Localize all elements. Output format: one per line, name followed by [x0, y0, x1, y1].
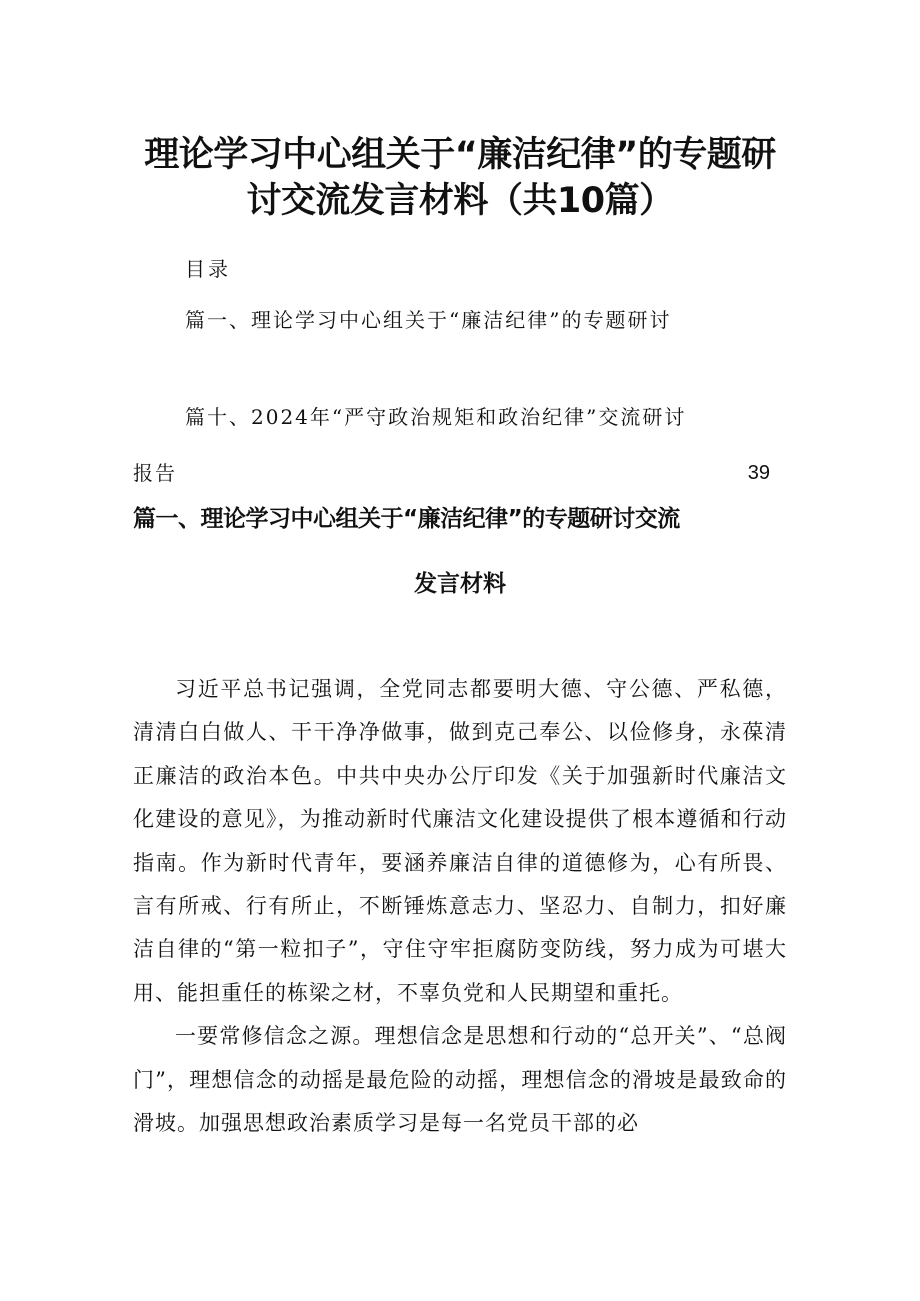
body-paragraph-1: 习近平总书记强调，全党同志都要明大德、守公德、严私德，清清白白做人、干干净净做事，做到克己奉公、以俭修身，永葆清正廉洁的政治本色。中共中央办公厅印发《关于加强新时代廉洁文化建设的意见》，为推动新时代廉洁文化建设提供了根本遵循和行动指南。作为新时代青年，要涵养廉洁自律的道德修为，心有所畏、言有所戒、行有所止，不断锤炼意志力、坚忍力、自制力，扣好廉洁自律的“第一粒扣子”，守住守牢拒腐防变防线，努力成为可堪大用、能担重任的栋梁之材，不辜负党和人民期望和重托。 — [133, 677, 787, 1005]
document-title-line-2: 讨交流发言材料（共10篇） — [246, 181, 674, 221]
toc-entry-10[interactable]: 篇十、2024年“严守政治规矩和政治纪律”交流研讨 — [185, 405, 687, 429]
document-title — [100, 132, 820, 224]
section-title-line-2: 发言材料 — [414, 571, 506, 597]
body-paragraph-2: 一要常修信念之源。理想信念是思想和行动的“总开关”、“总阀门”，理想信念的动摇是最危险的动摇，理想信念的滑坡是最致命的滑坡。加强思想政治素质学习是每一名党员干部的必 — [133, 1024, 787, 1136]
toc-entry-10-continuation[interactable]: 报告 — [133, 461, 177, 485]
toc-entry-1[interactable]: 篇一、理论学习中心组关于“廉洁纪律”的专题研讨 — [185, 308, 672, 332]
body-text — [133, 668, 787, 1145]
document-title-line-1: 理论学习中心组关于“廉洁纪律”的专题研 — [144, 135, 776, 175]
section-title-line-1: 篇一、理论学习中心组关于“廉洁纪律”的专题研讨交流 — [133, 506, 680, 532]
toc-entry-10-page-number: 39 — [747, 462, 770, 484]
toc-heading: 目录 — [185, 257, 231, 281]
